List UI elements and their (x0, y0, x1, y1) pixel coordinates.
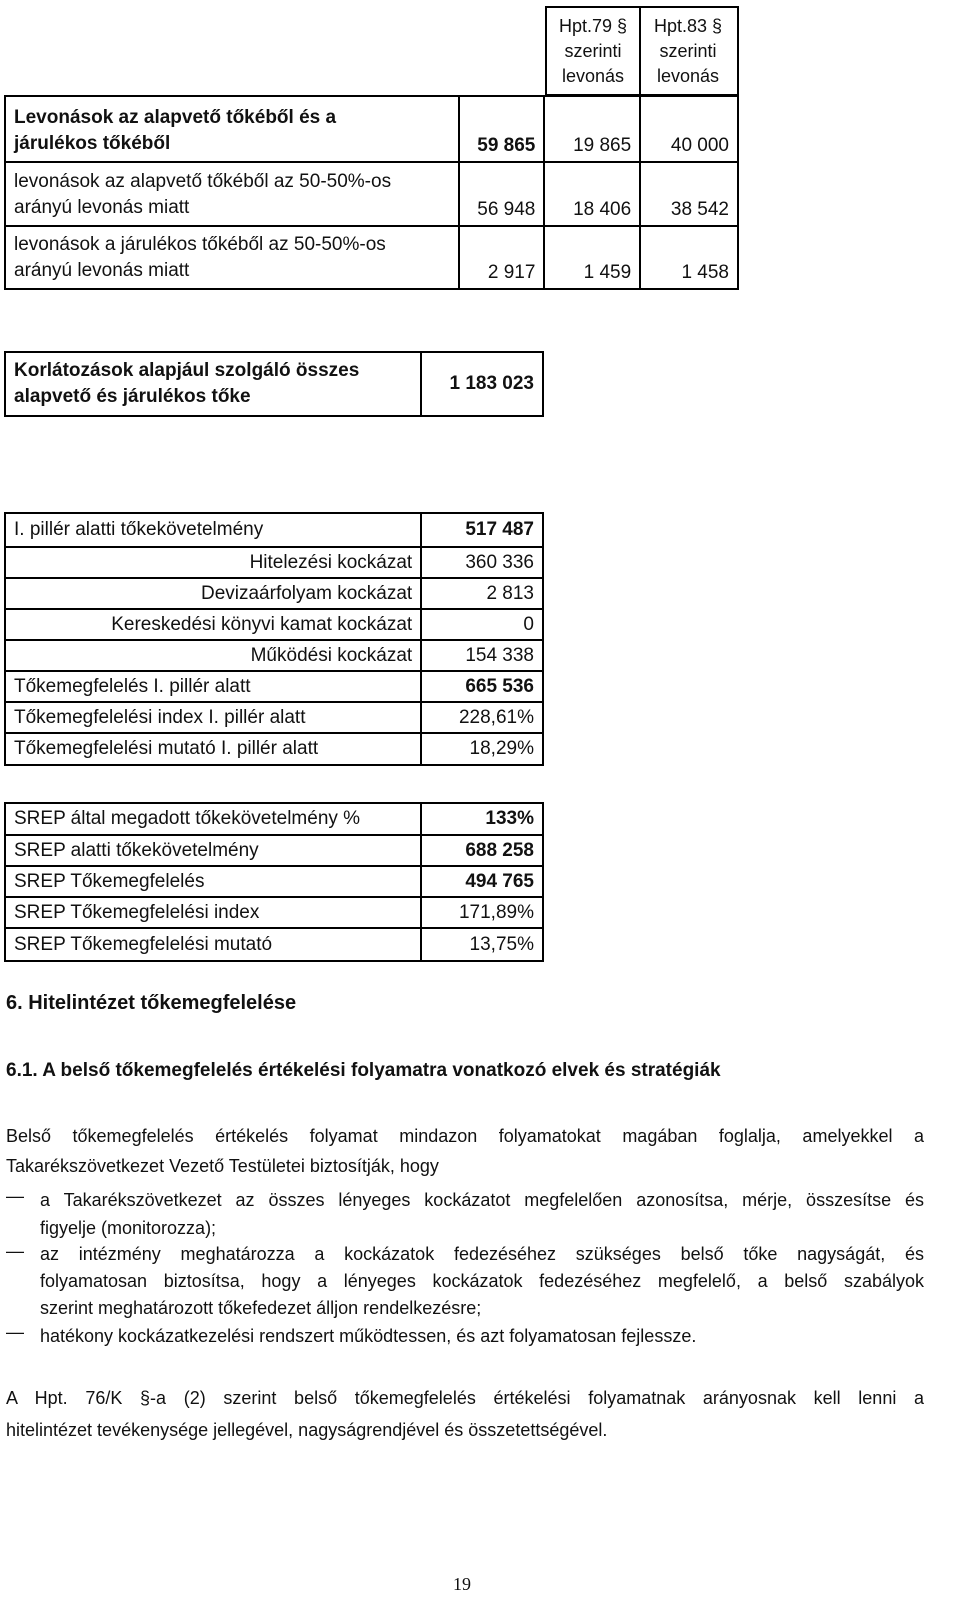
table-row (5, 835, 543, 866)
header-a-line3: levonás (561, 66, 625, 86)
row-label: levonások a járulékos tőkéből az 50-50%-os arányú levonás miatt (5, 226, 459, 289)
row-value: 18,29% (421, 733, 543, 765)
bullet-item-2: az intézmény meghatározza a kockázatok fedezéséhez szükséges belső tőke nagyságát, és folyamatosan biztosítsa, hogy a lényeges kockázatok fedezéséhez megfelelő, a belső szabályok szerint meghatározott tőkefedezet álljon rendelkezésre; (40, 1244, 924, 1318)
row-col-b: 38 542 (640, 162, 738, 226)
srep-table (4, 802, 544, 962)
row-label: SREP által megadott tőkekövetelmény % (5, 803, 421, 835)
header-b-line2: szerinti (659, 41, 717, 61)
table-row (5, 609, 543, 640)
row-total: 2 917 (459, 226, 545, 289)
row-col-b: 1 458 (640, 226, 738, 289)
row-label: Tőkemegfelelési mutató I. pillér alatt (5, 733, 421, 765)
row-value: 494 765 (421, 866, 543, 897)
row-value: 0 (421, 609, 543, 640)
row-col-a: 1 459 (544, 226, 640, 289)
header-b-line1: Hpt.83 § (653, 16, 723, 36)
table-row (5, 928, 543, 961)
row-label: SREP Tőkemegfelelés (5, 866, 421, 897)
header-a-line1: Hpt.79 § (558, 16, 628, 36)
total-capital-table (4, 351, 544, 417)
row-label: SREP Tőkemegfelelési index (5, 897, 421, 928)
row-total: 59 865 (459, 96, 545, 162)
table-row (5, 733, 543, 765)
row-label: Tőkemegfelelési index I. pillér alatt (5, 702, 421, 733)
pillar1-table (4, 512, 544, 766)
table-row (5, 866, 543, 897)
paragraph-hpt-line1: A Hpt. 76/K §-a (2) szerint belső tőkemegfelelés értékelési folyamatnak arányosnak kell lenni a (6, 1388, 924, 1408)
row-label: SREP Tőkemegfelelési mutató (5, 928, 421, 961)
table-row (5, 352, 543, 416)
row-value: 360 336 (421, 547, 543, 578)
table-row (5, 547, 543, 578)
table-row (5, 162, 738, 226)
row-label: Levonások az alapvető tőkéből és a járulékos tőkéből (5, 96, 459, 162)
row-total: 56 948 (459, 162, 545, 226)
row-col-b: 40 000 (640, 96, 738, 162)
row-value: 13,75% (421, 928, 543, 961)
row-value: 2 813 (421, 578, 543, 609)
table-row (5, 897, 543, 928)
table-row (5, 702, 543, 733)
table-row (5, 226, 738, 289)
paragraph-intro-line1: Belső tőkemegfelelés értékelés folyamat mindazon folyamatokat magában foglalja, amelyekkel a (6, 1126, 924, 1146)
row-value: 517 487 (421, 513, 543, 547)
bullet-item-1: a Takarékszövetkezet az összes lényeges kockázatot megfelelően azonosítsa, mérje, összesítse és figyelje (monitorozza); (40, 1190, 924, 1238)
table-row (5, 513, 543, 547)
row-label: levonások az alapvető tőkéből az 50-50%-os arányú levonás miatt (5, 162, 459, 226)
page-number: 19 (453, 1574, 471, 1594)
bullet-item-3: hatékony kockázatkezelési rendszert működtessen, és azt folyamatosan fejlessze. (40, 1326, 697, 1346)
table-row (5, 803, 543, 835)
row-col-a: 19 865 (544, 96, 640, 162)
table-row (5, 578, 543, 609)
row-col-a: 18 406 (544, 162, 640, 226)
section-heading-6: 6. Hitelintézet tőkemegfelelése (6, 992, 297, 1014)
paragraph-intro-line2: Takarékszövetkezet Vezető Testületei biztosítják, hogy (6, 1156, 439, 1176)
paragraph-intro (6, 1121, 924, 1181)
row-label: Hitelezési kockázat (5, 547, 421, 578)
table1-header-col-b (639, 6, 739, 96)
header-b-line3: levonás (656, 66, 720, 86)
row-value: 154 338 (421, 640, 543, 671)
total-capital-value: 1 183 023 (421, 352, 543, 416)
row-label: Devizaárfolyam kockázat (5, 578, 421, 609)
bullet-dash-2: — (6, 1241, 24, 1261)
paragraph-hpt (6, 1382, 924, 1446)
row-value: 171,89% (421, 897, 543, 928)
table-row (5, 96, 738, 162)
table-row (5, 640, 543, 671)
bullet-dash-3: — (6, 1322, 24, 1342)
row-label: Működési kockázat (5, 640, 421, 671)
row-label: Kereskedési könyvi kamat kockázat (5, 609, 421, 640)
paragraph-hpt-line2: hitelintézet tevékenysége jellegével, nagyságrendjével és összetettségével. (6, 1420, 608, 1440)
section-heading-6-1: 6.1. A belső tőkemegfelelés értékelési folyamatra vonatkozó elvek és stratégiák (6, 1060, 721, 1081)
row-label: SREP alatti tőkekövetelmény (5, 835, 421, 866)
bullet-dash-1: — (6, 1186, 24, 1206)
deductions-table (4, 95, 739, 290)
table-row (5, 671, 543, 702)
row-value: 228,61% (421, 702, 543, 733)
header-a-line2: szerinti (564, 41, 622, 61)
table1-header-col-a (545, 6, 641, 96)
row-label: I. pillér alatti tőkekövetelmény (5, 513, 421, 547)
row-value: 133% (421, 803, 543, 835)
row-value: 665 536 (421, 671, 543, 702)
total-capital-label: Korlátozások alapjául szolgáló összes alapvető és járulékos tőke (5, 352, 421, 416)
row-label: Tőkemegfelelés I. pillér alatt (5, 671, 421, 702)
row-value: 688 258 (421, 835, 543, 866)
